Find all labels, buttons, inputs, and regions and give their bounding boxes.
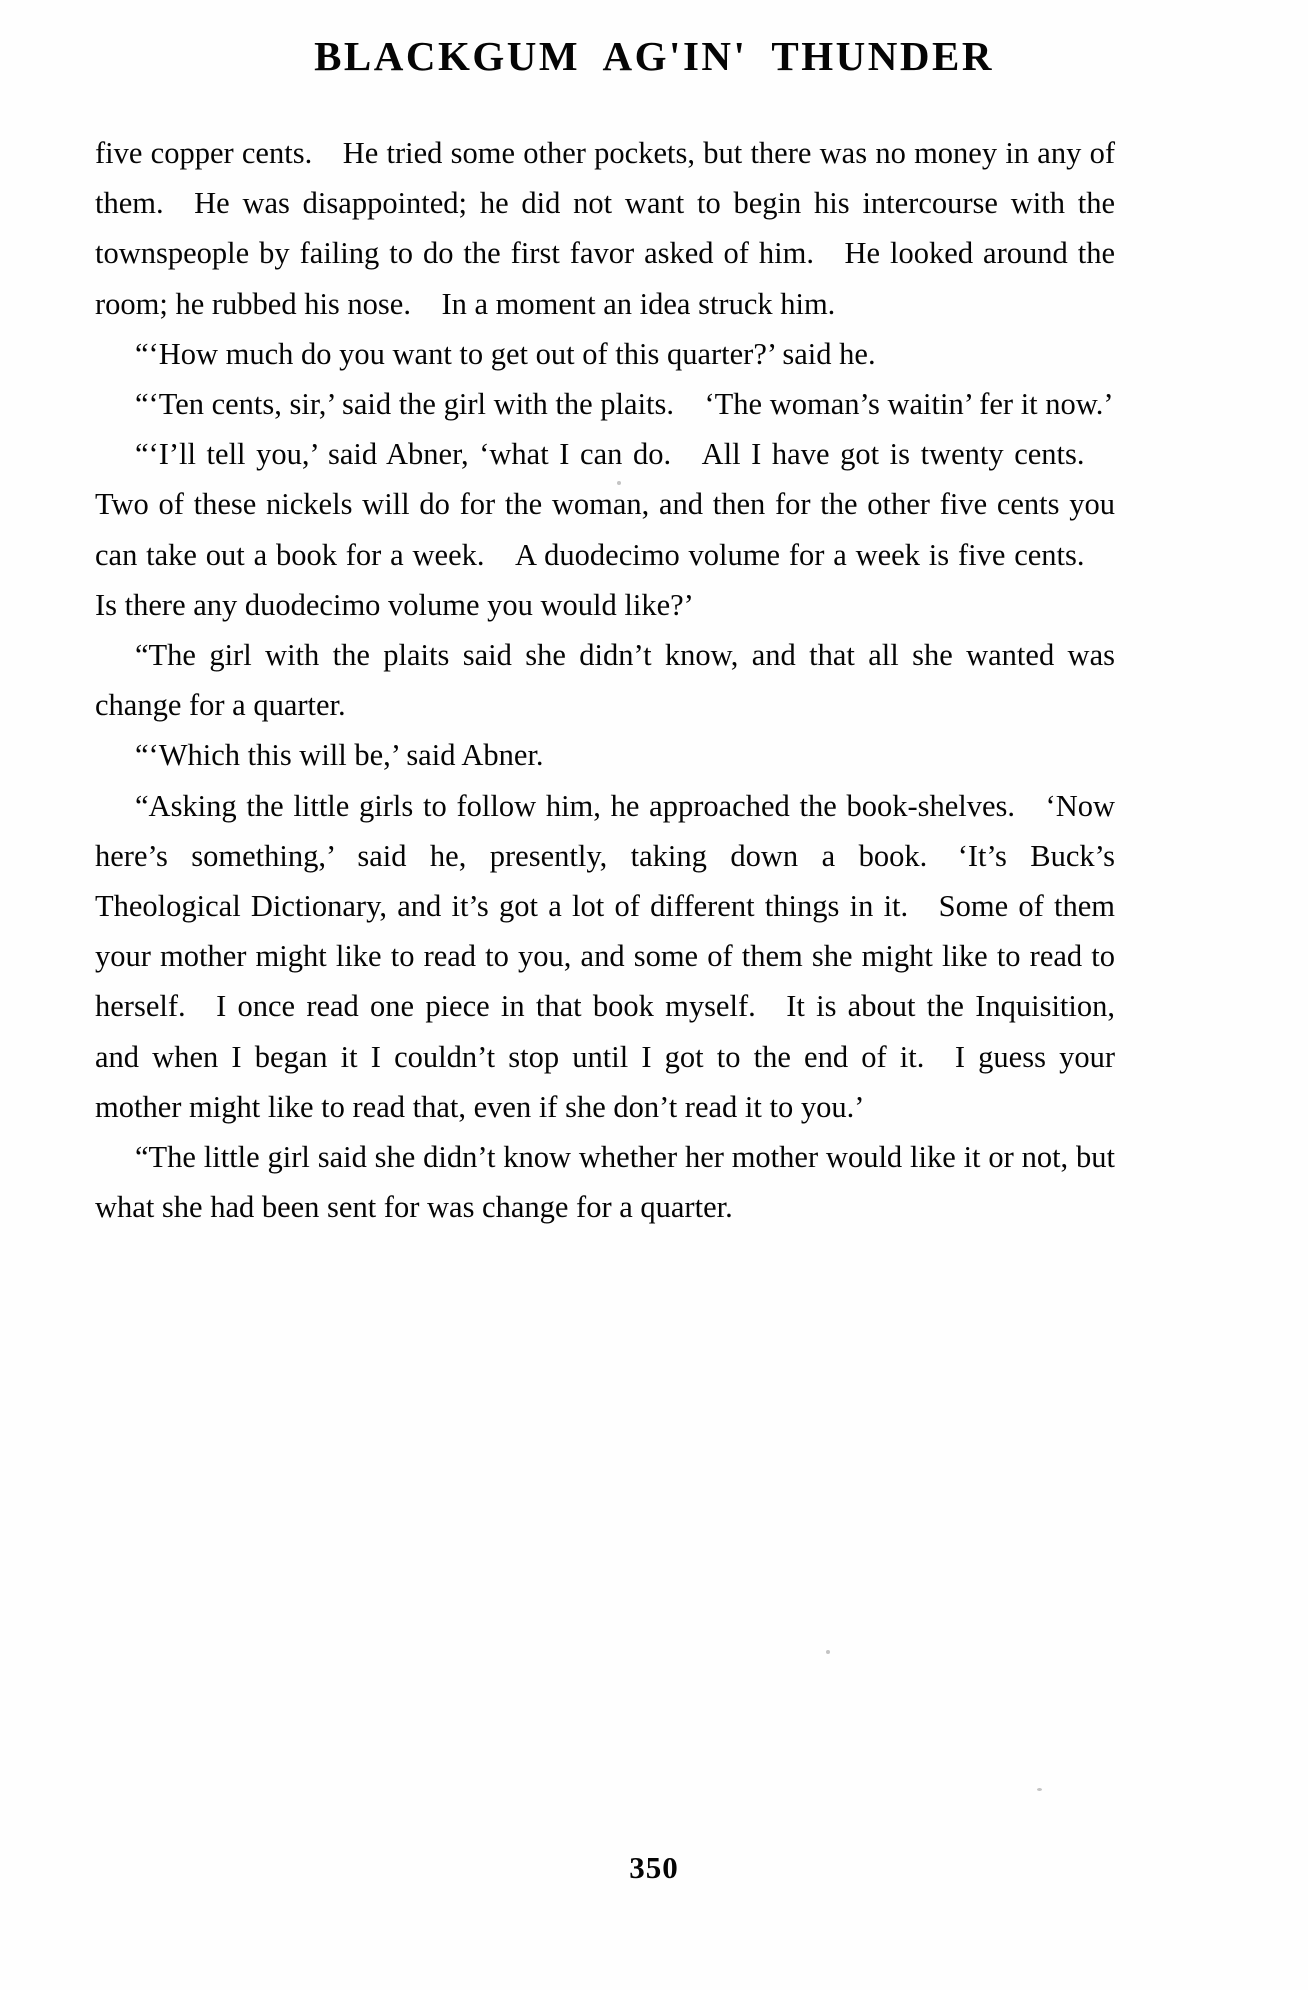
paragraph: “‘Which this will be,’ said Abner.	[135, 738, 544, 773]
scan-speck	[617, 481, 621, 485]
paragraph: “‘I’ll tell you,’ said Abner, ‘what I can do. All I have got is twenty cents. Two of these nickels will do for the woman, and then for the other five cents you can take out a book for a week. A duodecimo volume for a week is five cents. Is there any duodecimo volume you would like?’	[95, 437, 1115, 622]
page-body	[95, 128, 1115, 1232]
page-number: 350	[629, 1850, 679, 1885]
paragraph: “‘Ten cents, sir,’ said the girl with the plaits. ‘The woman’s waitin’ fer it now.’	[135, 387, 1114, 422]
paragraph: “The little girl said she didn’t know whether her mother would like it or not, but what she had been sent for was change for a quarter.	[95, 1140, 1115, 1225]
scan-speck	[826, 1650, 830, 1654]
scan-speck	[1037, 1788, 1042, 1791]
paragraph: “The girl with the plaits said she didn’t know, and that all she wanted was change for a quarter.	[95, 638, 1115, 723]
running-head: BLACKGUM AG'IN' THUNDER	[314, 33, 994, 79]
paragraph: “‘How much do you want to get out of this quarter?’ said he.	[135, 336, 876, 371]
paragraph: “Asking the little girls to follow him, he approached the book-shelves. ‘Now here’s something,’ said he, presently, taking down a book. ‘It’s Buck’s Theological Dictionary, and it’s got a lot of different things in it. Some of them your mother might like to read to you, and some of them she might like to read to herself. I once read one piece in that book myself. It is about the Inquisition, and when I began it I couldn’t stop until I got to the end of it. I guess your mother might like to read that, even if she don’t read it to you.’	[95, 788, 1115, 1124]
paragraph: five copper cents. He tried some other pockets, but there was no money in any of them. He was disappointed; he did not want to begin his intercourse with the townspeople by failing to do the first favor asked of him. He looked around the room; he rubbed his nose. In a moment an idea struck him.	[95, 136, 1115, 321]
